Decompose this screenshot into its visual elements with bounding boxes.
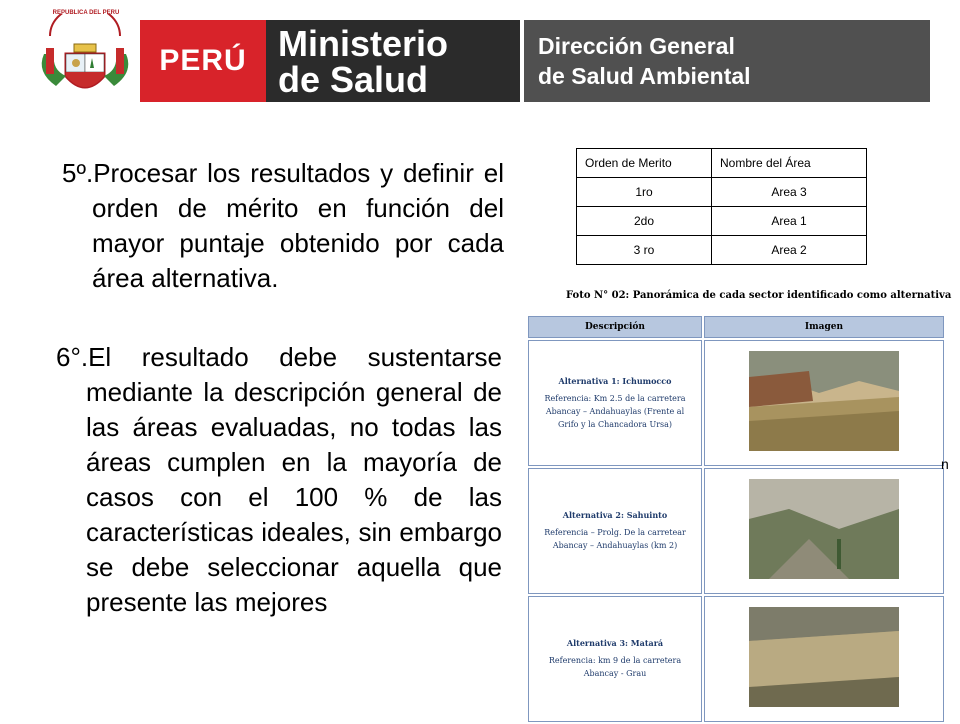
landscape-photo: [749, 351, 899, 451]
ranking-header-area: Nombre del Área: [712, 149, 867, 178]
ministry-line-1: Ministerio: [278, 23, 449, 64]
step-6-paragraph: [56, 340, 502, 620]
ranking-area-cell: Area 2: [712, 236, 867, 265]
landscape-photo: [749, 607, 899, 707]
ranking-table: [576, 148, 867, 265]
ranking-order-cell: 1ro: [577, 178, 712, 207]
stray-character: n: [941, 456, 949, 472]
table-row: [528, 468, 944, 594]
alternative-image-cell: [704, 468, 944, 594]
ranking-order-cell: 2do: [577, 207, 712, 236]
peru-logo-box: [140, 20, 266, 102]
coat-of-arms-icon: [36, 14, 134, 104]
photo-header-description: Descripción: [528, 316, 702, 338]
step-6-number: 6°.: [56, 342, 89, 372]
ranking-header-order: Orden de Merito: [577, 149, 712, 178]
table-row: [577, 178, 867, 207]
table-row: [577, 207, 867, 236]
step-6-text: El resultado debe sustentarse mediante la descripción general de las áreas evaluadas, no todas las áreas cumplen en la mayoría de casos con el 100 % de las características ideales, sin embargo se debe seleccionar aquella que presente las mejores: [86, 342, 502, 617]
alternative-description: [528, 596, 702, 722]
step-5-paragraph: [62, 156, 504, 296]
landscape-photo: [749, 479, 899, 579]
country-label: PERÚ: [159, 44, 247, 77]
alternative-title: Alternativa 1: Ichumocco: [558, 375, 672, 386]
alternative-image-cell: [704, 596, 944, 722]
alternative-reference: Referencia: km 9 de la carretera Abancay - Grau: [548, 656, 682, 678]
alternative-description: [528, 340, 702, 466]
alternative-title: Alternativa 3: Matará: [566, 638, 664, 648]
alternative-title: Alternativa 2: Sahuinto: [562, 510, 668, 520]
table-row: [528, 596, 944, 722]
alternative-description: [528, 468, 702, 594]
photo-header-row: [528, 316, 944, 338]
photo-caption: Foto N° 02: Panorámica de cada sector identificado como alternativa: [566, 290, 952, 301]
table-row: [577, 236, 867, 265]
direction-line-2: de Salud Ambiental: [538, 63, 751, 89]
alternative-reference: Referencia: Km 2.5 de la carretera Abancay – Andahuaylas (Frente al Grifo y la Chancadora Ursa): [544, 393, 686, 429]
ranking-order-cell: 3 ro: [577, 236, 712, 265]
ministry-line-2: de Salud: [278, 59, 429, 100]
ranking-header-row: [577, 149, 867, 178]
direction-logo-box: [524, 20, 930, 102]
alternative-image-cell: [704, 340, 944, 466]
crest-caption: REPUBLICA DEL PERU: [52, 10, 120, 16]
step-5-number: 5º.: [62, 158, 94, 188]
ranking-area-cell: Area 1: [712, 207, 867, 236]
photo-header-image: Imagen: [704, 316, 944, 338]
step-5-text: Procesar los resultados y definir el orden de mérito en función del mayor puntaje obtenido por cada área alternativa.: [92, 158, 504, 293]
photo-report-table: [526, 314, 946, 724]
ranking-area-cell: Area 3: [712, 178, 867, 207]
alternative-reference: Referencia – Prolg. De la carretear Abancay – Andahuaylas (km 2): [544, 528, 686, 550]
table-row: [528, 340, 944, 466]
header-banner: [0, 0, 960, 110]
direction-line-1: Dirección General: [538, 33, 735, 59]
ministry-logo-box: [266, 20, 520, 102]
